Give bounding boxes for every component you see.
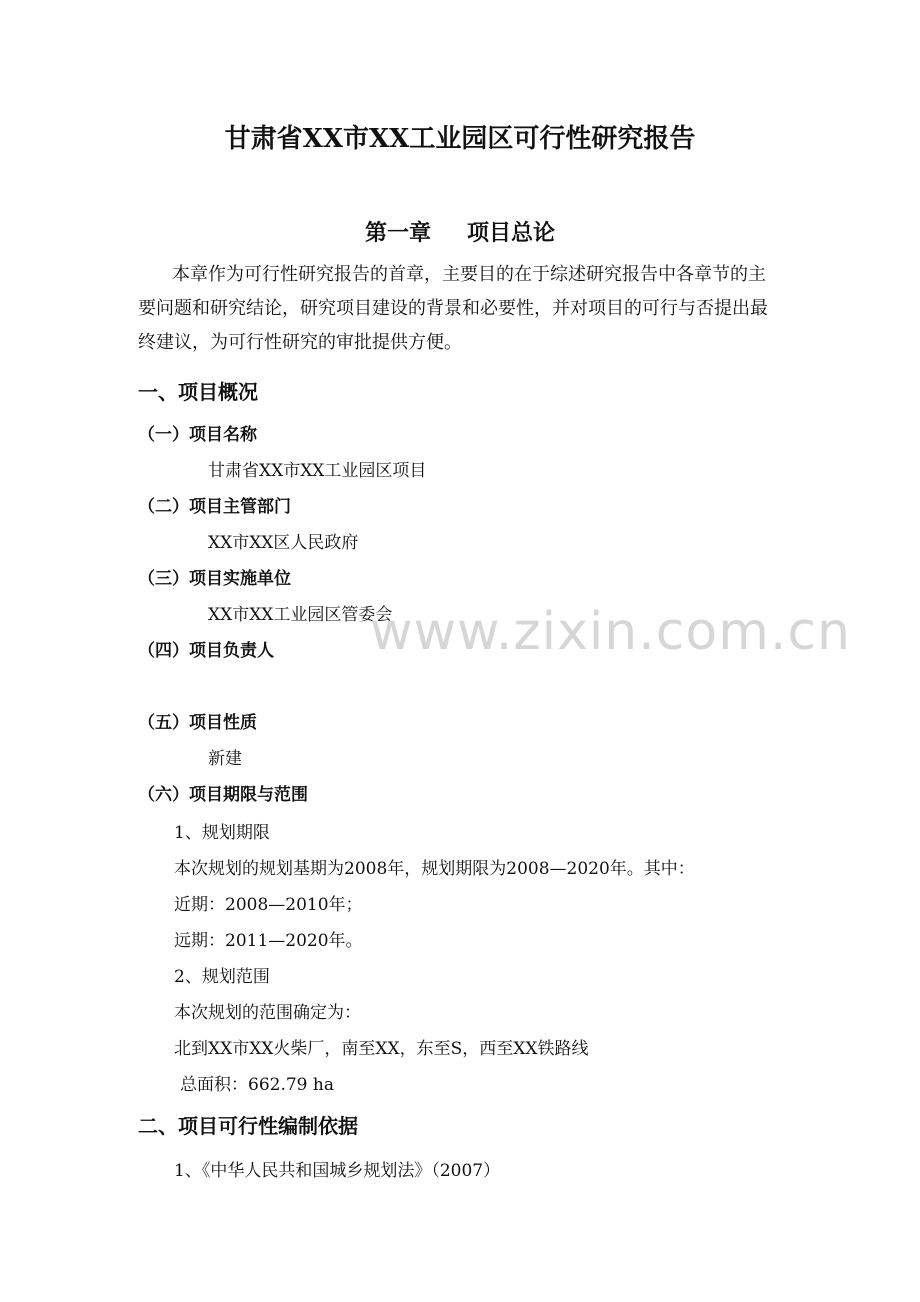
- document-title: 甘肃省XX市XX工业园区可行性研究报告: [224, 124, 696, 154]
- scope-line: 本次规划的范围确定为：: [174, 1003, 361, 1023]
- chapter-heading: [0, 216, 920, 247]
- scope-line: 1、规划期限: [174, 823, 270, 843]
- item-heading-authority: （二）项目主管部门: [138, 497, 291, 517]
- section-heading-basis: 二、项目可行性编制依据: [138, 1114, 358, 1138]
- watermark: www.zixin.com.cn: [370, 602, 851, 662]
- total-area: 总面积：662.79 ha: [180, 1075, 334, 1095]
- item-value-nature: 新建: [208, 749, 242, 769]
- item-value-implementer: XX市XX工业园区管委会: [208, 605, 393, 625]
- scope-line: 本次规划的规划基期为2008年，规划期限为2008—2020年。其中：: [174, 859, 695, 879]
- chapter-name: 项目总论: [467, 220, 556, 246]
- scope-line: 近期：2008—2010年；: [174, 895, 363, 915]
- item-heading-nature: （五）项目性质: [138, 713, 257, 733]
- intro-line-1: 本章作为可行性研究报告的首章，主要目的在于综述研究报告中各章节的主: [172, 264, 766, 285]
- scope-line: 2、规划范围: [174, 967, 270, 987]
- item-heading-name: （一）项目名称: [138, 425, 257, 445]
- item-heading-implementer: （三）项目实施单位: [138, 569, 291, 589]
- intro-line-3: 终建议，为可行性研究的审批提供方便。: [138, 332, 462, 353]
- section-heading-overview: 一、项目概况: [138, 380, 258, 404]
- item-heading-period: （六）项目期限与范围: [138, 785, 308, 805]
- scope-line: 北到XX市XX火柴厂，南至XX，东至S，西至XX铁路线: [174, 1039, 589, 1059]
- chapter-number: 第一章: [364, 220, 431, 246]
- intro-line-2: 要问题和研究结论，研究项目建设的背景和必要性，并对项目的可行与否提出最: [138, 298, 768, 319]
- item-value-name: 甘肃省XX市XX工业园区项目: [208, 461, 427, 481]
- item-heading-leader: （四）项目负责人: [138, 641, 274, 661]
- basis-line: 1、《中华人民共和国城乡规划法》（2007）: [174, 1161, 501, 1181]
- scope-line: 远期：2011—2020年。: [174, 931, 363, 951]
- item-value-authority: XX市XX区人民政府: [208, 533, 359, 553]
